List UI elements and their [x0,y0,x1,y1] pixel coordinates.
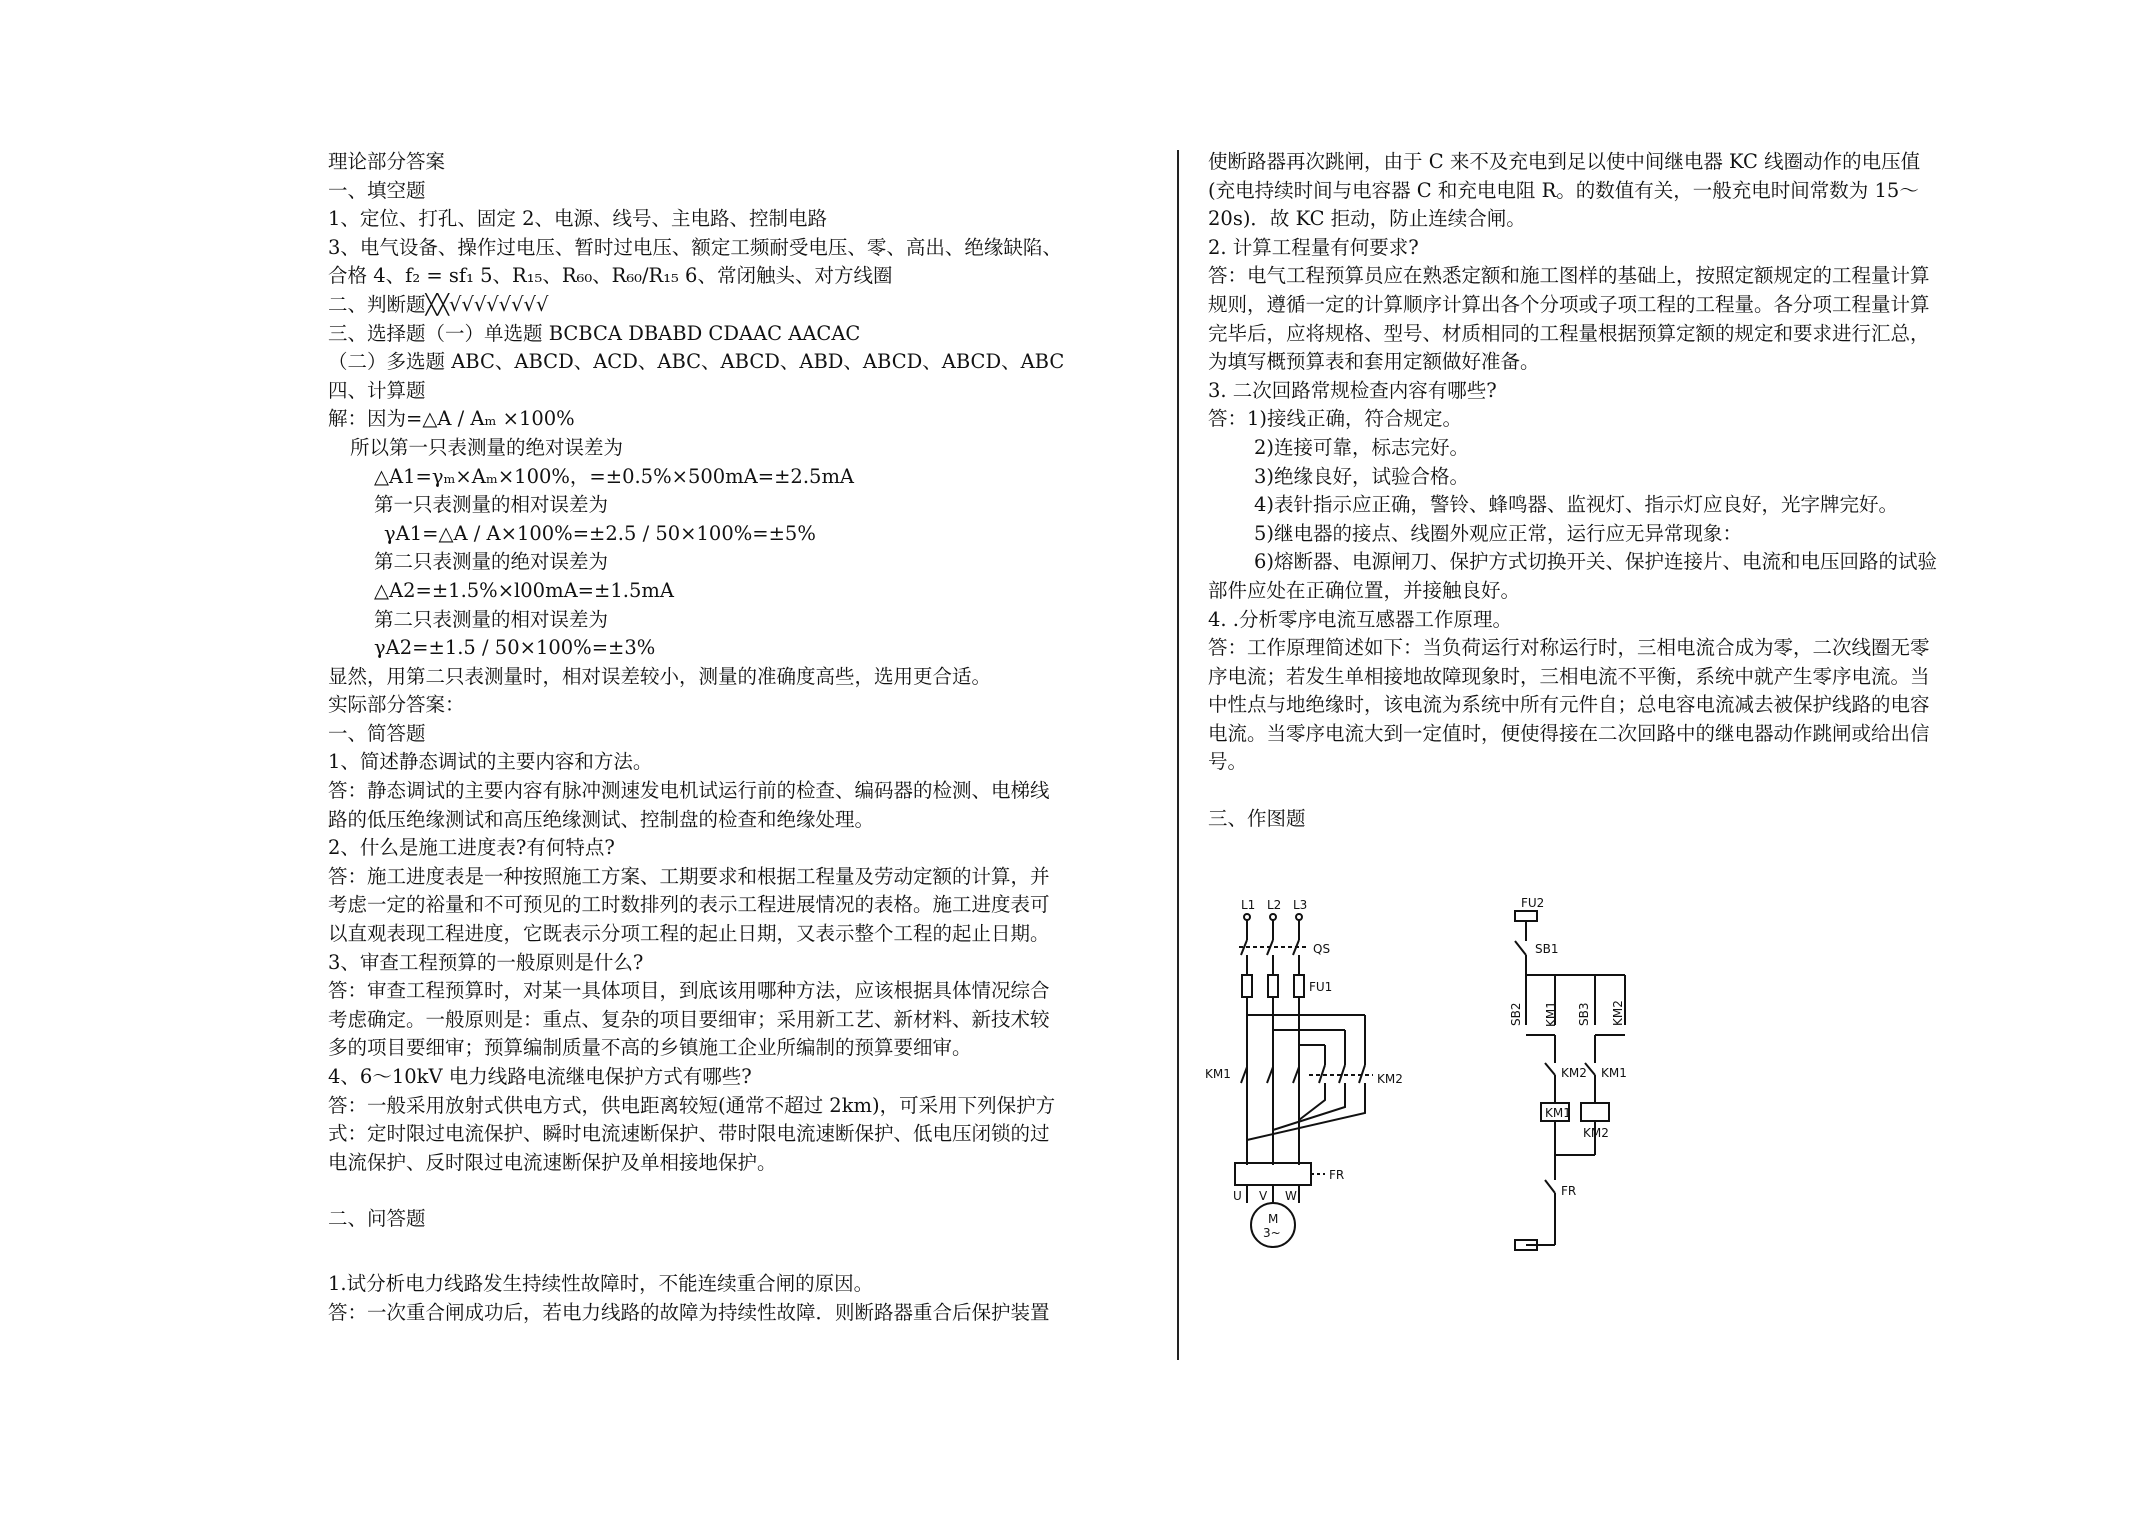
km2-main-label: KM2 [1377,1072,1403,1086]
sb3-label: SB3 [1577,1002,1591,1026]
motor-m-label: M [1268,1212,1279,1226]
answer-line: 答：审查工程预算时，对某一具体项目，到底该用哪种方法，应该根据具体情况综合 [328,979,1050,1003]
calc-line: γA1=△A / A×100%=±2.5 / 50×100%=±5% [384,521,816,545]
answer-line: 答：工作原理简述如下：当负荷运行对称运行时，三相电流合成为零，二次线圈无零 [1208,636,1930,660]
answer-line: 合格 4、f₂ = sf₁ 5、R₁₅、R₆₀、R₆₀/R₁₅ 6、常闭触头、对方线圈 [328,264,893,288]
qs-label: QS [1313,942,1331,956]
calc-line: 所以第一只表测量的绝对误差为 [350,435,624,459]
question: 2、什么是施工进度表?有何特点? [328,836,615,860]
question: 3. 二次回路常规检查内容有哪些? [1208,378,1497,402]
terminal-l1 [1244,914,1250,920]
answer-line: 规则，遵循一定的计算顺序计算出各个分项或子项工程的工程量。各分项工程量计算 [1208,292,1930,316]
terminal-l3 [1296,914,1302,920]
left-column [328,148,1143,1327]
calc-line: γA2=±1.5 / 50×100%=±3% [374,636,656,660]
calc-line: 第二只表测量的绝对误差为 [374,550,609,574]
section-heading: 实际部分答案： [328,693,465,717]
answer-line: 答：施工进度表是一种按照施工方案、工期要求和根据工程量及劳动定额的计算，并 [328,864,1050,888]
fr-nc-contact [1545,1180,1555,1193]
question: 3、审查工程预算的一般原则是什么? [328,950,644,974]
answer-line: 5)继电器的接点、线圈外观应正常，运行应无异常现象： [1254,521,1743,545]
calc-line: 第二只表测量的相对误差为 [374,607,609,631]
answer-line: 路的低压绝缘测试和高压绝缘测试、控制盘的检查和绝缘处理。 [328,807,875,831]
section-heading: 一、简答题 [328,721,426,745]
sb2-label: SB2 [1509,1002,1523,1026]
km2-coil-label: KM2 [1583,1126,1609,1140]
answer-line: 4)表针指示应正确，警铃、蜂鸣器、监视灯、指示灯应良好，光字牌完好。 [1254,493,1899,517]
control-circuit [1509,896,1627,1250]
answer-line: 答：一般采用放射式供电方式，供电距离较短(通常不超过 2km)，可采用下列保护方 [328,1093,1056,1117]
w-label: W [1285,1189,1297,1203]
section-heading: 二、问答题 [328,1207,426,1231]
answer-line: 二、判断题╳╳√√√√√√√√ [328,292,549,316]
answer-line: 为填写概预算表和套用定额做好准备。 [1208,350,1540,374]
answer-line: 答：一次重合闸成功后，若电力线路的故障为持续性故障．则断路器重合后保护装置 [328,1300,1050,1324]
fu1-label: FU1 [1309,980,1333,994]
answer-line: 式：定时限过电流保护、瞬时电流速断保护、带时限电流速断保护、低电压闭锁的过 [328,1122,1050,1146]
answer-line: 考虑确定。一般原则是：重点、复杂的项目要细审；采用新工艺、新材料、新技术较 [328,1007,1050,1031]
answer-line: 完毕后，应将规格、型号、材质相同的工程量根据预算定额的规定和要求进行汇总， [1208,321,1930,345]
fu2-fuse [1515,911,1537,921]
main-circuit [1205,898,1403,1247]
answer-line: 答：1)接线正确，符合规定。 [1208,407,1463,431]
km1-main-label: KM1 [1205,1067,1231,1081]
answer-line: 考虑一定的裕量和不可预见的工时数排列的表示工程进展情况的表格。施工进度表可 [328,893,1050,917]
answer-line: 以直观表现工程进度，它既表示分项工程的起止日期，又表示整个工程的起止日期。 [328,922,1050,946]
l3-label: L3 [1293,898,1308,912]
question: 1.试分析电力线路发生持续性故障时，不能连续重合闸的原因。 [328,1271,874,1295]
km1-nc-label: KM1 [1601,1066,1627,1080]
calc-line: △A2=±1.5%×l00mA=±1.5mA [374,578,674,602]
section-heading: 三、作图题 [1208,807,1306,831]
answer-line: 3、电气设备、操作过电压、暂时过电压、额定工频耐受电压、零、高出、绝缘缺陷、 [328,235,1062,259]
answer-line: 1、定位、打孔、固定 2、电源、线号、主电路、控制电路 [328,207,828,231]
fu2-label: FU2 [1521,896,1545,910]
question: 4、6～10kV 电力线路电流继电保护方式有哪些? [328,1065,752,1088]
calc-line: 显然，用第二只表测量时，相对误差较小，测量的准确度高些，选用更合适。 [328,664,992,688]
fr-label: FR [1329,1168,1345,1182]
answer-line: 电流保护、反时限过电流速断保护及单相接地保护。 [328,1150,777,1174]
answer-line: 部件应处在正确位置，并接触良好。 [1208,578,1521,602]
fr-nc-label: FR [1561,1184,1577,1198]
km2-aux-label: KM2 [1611,1000,1625,1026]
sb1-label: SB1 [1535,942,1559,956]
km1-coil-label: KM1 [1545,1106,1571,1120]
section-heading: 四、计算题 [328,378,426,402]
column-divider [1177,150,1179,1360]
km1-aux-label: KM1 [1544,1001,1558,1027]
calc-line: 第一只表测量的相对误差为 [374,493,609,517]
question: 2. 计算工程量有何要求? [1208,235,1419,259]
terminal-l2 [1270,914,1276,920]
answer-line: 6)熔断器、电源闸刀、保护方式切换开关、保护连接片、电流和电压回路的试验 [1254,550,1938,574]
l1-label: L1 [1241,898,1256,912]
answer-line: 使断路器再次跳闸，由于 C 来不及充电到足以使中间继电器 KC 线圈动作的电压值 [1208,150,1921,173]
answer-line: 答：静态调试的主要内容有脉冲测速发电机试运行前的检查、编码器的检测、电梯线 [328,779,1050,803]
km2-nc-label: KM2 [1561,1066,1587,1080]
answer-line: 20s)．故 KC 拒动，防止连续合闸。 [1208,207,1526,231]
answer-line: 三、选择题（一）单选题 BCBCA DBABD CDAAC AACAC [328,321,861,345]
fr-relay [1235,1163,1311,1185]
answer-line: 2)连接可靠，标志完好。 [1254,435,1470,459]
answer-line: （二）多选题 ABC、ABCD、ACD、ABC、ABCD、ABD、ABCD、ABCD、ABC [328,350,1065,374]
answer-line: 3)绝缘良好，试验合格。 [1254,464,1470,488]
u-label: U [1233,1189,1242,1203]
answer-line: 中性点与地绝缘时，该电流为系统中所有元件自；总电容电流减去被保护线路的电容 [1208,693,1930,717]
section-heading: 一、填空题 [328,178,426,202]
answer-line: 序电流；若发生单相接地故障现象时，三相电流不平衡，系统中就产生零序电流。当 [1208,664,1930,688]
answer-line: 电流。当零序电流大到一定值时，便使得接在二次回路中的继电器动作跳闸或给出信 [1208,721,1930,745]
l2-label: L2 [1267,898,1282,912]
v-label: V [1259,1189,1268,1203]
fu1-fuse [1242,975,1252,997]
answer-line: (充电持续时间与电容器 C 和充电电阻 R。的数值有关，一般充电时间常数为 15～ [1208,178,1919,202]
answer-line: 号。 [1208,750,1248,774]
calc-line: △A1=γₘ×Aₘ×100%，=±0.5%×500mA=±2.5mA [374,464,855,488]
question: 4. .分析零序电流互感器工作原理。 [1208,607,1513,631]
right-column [1208,148,2028,834]
doc-title: 理论部分答案 [328,150,446,173]
question: 1、简述静态调试的主要内容和方法。 [328,750,653,774]
answer-line: 答：电气工程预算员应在熟悉定额和施工图样的基础上，按照定额规定的工程量计算 [1208,264,1930,288]
motor-phase-label: 3~ [1263,1226,1281,1240]
sb1-button [1515,941,1526,955]
answer-line: 多的项目要细审；预算编制质量不高的乡镇施工企业所编制的预算要细审。 [328,1036,972,1060]
motor-control-circuit-diagram [1205,895,1665,1265]
km2-coil [1581,1103,1609,1121]
calc-line: 解：因为=△A / Aₘ ×100% [328,407,575,431]
